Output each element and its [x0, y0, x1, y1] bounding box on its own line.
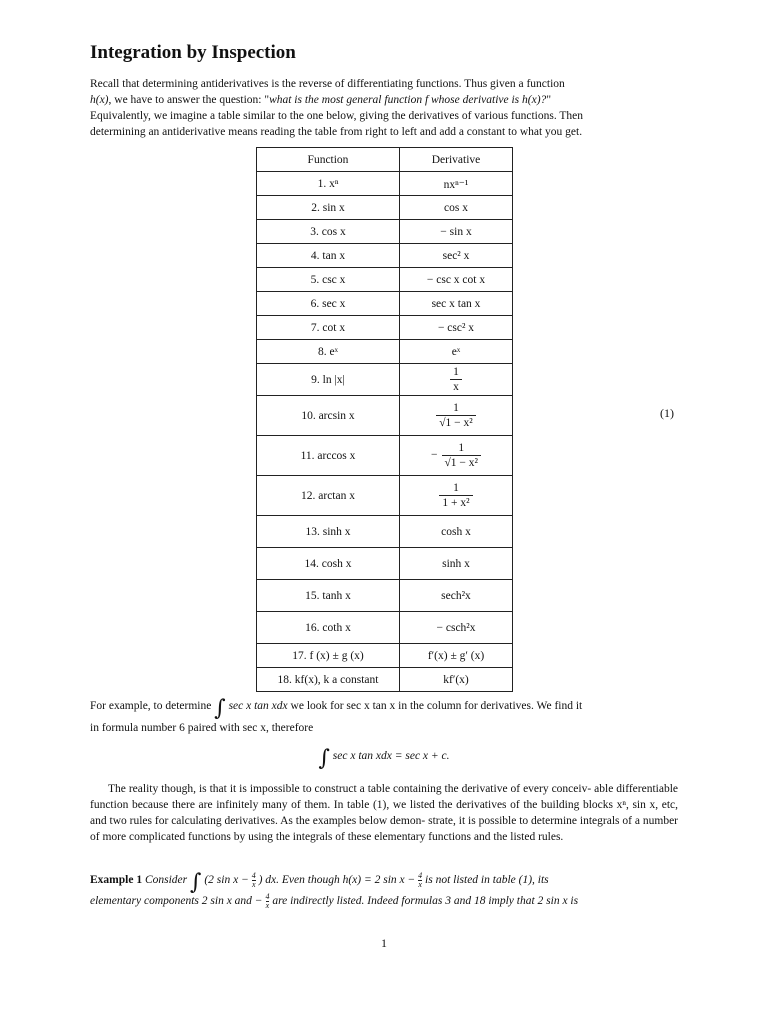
reality-line-1: The reality though, is that it is impossible to construct a table containing the derivative of every conceiv- [108, 783, 592, 795]
function-cell: 14. cosh x [257, 548, 400, 580]
example1-line-1 [90, 870, 678, 896]
function-cell: 6. sec x [257, 292, 400, 316]
reality-line-3: of the building blocks xⁿ, sin x, etc, and two rules for calculating derivatives. As the examples below demon- [90, 799, 679, 827]
derivative-fraction [436, 401, 476, 430]
table-row [257, 292, 513, 316]
example1-expression-end: ) dx. [258, 874, 280, 887]
derivative-cell: − csc² x [400, 316, 513, 340]
derivative-fraction [439, 481, 472, 510]
intro-line-3: Equivalently, we imagine a table similar to the one below, giving the derivatives of various functions. Then [90, 110, 583, 122]
fraction-four-over-x [252, 872, 256, 889]
fraction-numerator: 4 [265, 892, 270, 901]
example1-formulas: are indirectly listed. Indeed formulas 3 and 18 imply that 2 sin x is [272, 895, 579, 908]
intro-h-of-x: h(x) [90, 94, 109, 106]
derivative-cell: − csch²x [400, 612, 513, 644]
fraction-denominator: x [418, 880, 422, 889]
derivative-cell [400, 396, 513, 436]
fraction-denominator: √1 − x² [442, 455, 482, 470]
table-header-row [257, 148, 513, 172]
page-title: Integration by Inspection [90, 42, 296, 63]
table-row [257, 244, 513, 268]
intro-end: " [546, 94, 552, 106]
intro-line-1: Recall that determining antiderivatives is the reverse of differentiating functions. Thus given a function [90, 78, 565, 90]
derivative-cell: − csc x cot x [400, 268, 513, 292]
example-line-2: in formula number 6 paired with sec x, therefore [90, 722, 314, 734]
example1-line-2 [90, 893, 678, 910]
derivative-cell: cos x [400, 196, 513, 220]
integral-sign-icon: ∫ [318, 746, 330, 771]
reality-line-5: of these elementary functions and the listed rules. [335, 831, 564, 843]
integral-sign-icon: ∫ [214, 696, 226, 721]
fraction-denominator: x [251, 880, 256, 889]
table-row [257, 196, 513, 220]
example-line-1 [90, 696, 678, 721]
derivative-cell: cosh x [400, 516, 513, 548]
example1-even-though: Even though h(x) = 2 sin x − [281, 874, 416, 887]
table-row [257, 668, 513, 692]
function-cell: 2. sin x [257, 196, 400, 220]
intro-line-2 [90, 92, 678, 108]
column-header-derivative: Derivative [400, 148, 513, 172]
display-equation-text: sec x tan xdx = sec x + c. [332, 750, 450, 762]
fraction-denominator: √1 − x² [436, 415, 476, 430]
table-row [257, 612, 513, 644]
fraction-numerator: 4 [251, 871, 256, 880]
derivative-cell: eˣ [400, 340, 513, 364]
function-cell: 10. arcsin x [257, 396, 400, 436]
display-equation [0, 746, 768, 771]
fraction-numerator: 1 [458, 442, 465, 454]
table-row [257, 476, 513, 516]
example1-paragraph [90, 872, 678, 910]
intro-question: what is the most general function f whose derivative is h(x)? [269, 94, 547, 106]
fraction-four-over-x [418, 872, 422, 889]
table-row [257, 516, 513, 548]
integral-sign-icon: ∫ [190, 870, 202, 896]
table-row [257, 644, 513, 668]
example-continue-text: we look for sec x tan x in the column for derivatives. We find it [290, 700, 583, 712]
derivative-cell: sinh x [400, 548, 513, 580]
function-cell: 4. tan x [257, 244, 400, 268]
table-row [257, 316, 513, 340]
function-cell: 8. eˣ [257, 340, 400, 364]
table-row [257, 340, 513, 364]
derivative-cell: − sin x [400, 220, 513, 244]
derivative-cell [400, 476, 513, 516]
intro-mid: , we have to answer the question: " [108, 94, 270, 106]
intro-line-4: determining an antiderivative means reading the table from right to left and add a constant to what you get. [90, 126, 583, 138]
derivative-cell: kf′(x) [400, 668, 513, 692]
table-row [257, 396, 513, 436]
function-cell: 3. cos x [257, 220, 400, 244]
example1-components: elementary components 2 sin x and − [90, 895, 263, 908]
derivative-fraction [442, 441, 482, 470]
equation-number: (1) [660, 406, 674, 420]
fraction-numerator: 1 [453, 366, 459, 378]
function-cell: 17. f (x) ± g (x) [257, 644, 400, 668]
derivative-cell [400, 436, 513, 476]
function-cell: 1. xⁿ [257, 172, 400, 196]
derivative-cell: sec² x [400, 244, 513, 268]
derivative-fraction [450, 365, 462, 394]
example1-not-listed: is not listed in table (1), its [425, 874, 549, 887]
example1-expression: (2 sin x − [204, 874, 249, 887]
function-cell: 12. arctan x [257, 476, 400, 516]
function-cell: 11. arccos x [257, 436, 400, 476]
table-row [257, 548, 513, 580]
derivative-cell: f′(x) ± g′ (x) [400, 644, 513, 668]
table-row [257, 220, 513, 244]
example-paragraph [90, 698, 678, 736]
table-row [257, 268, 513, 292]
function-cell: 18. kf(x), k a constant [257, 668, 400, 692]
fraction-denominator: x [450, 379, 462, 394]
derivative-cell [400, 364, 513, 396]
function-cell: 15. tanh x [257, 580, 400, 612]
derivative-cell: sec x tan x [400, 292, 513, 316]
table-row [257, 172, 513, 196]
example1-consider: Consider [144, 874, 188, 887]
fraction-numerator: 1 [453, 402, 459, 414]
fraction-numerator: 1 [453, 482, 459, 494]
reality-line-4: strate, it is possible to determine integrals of a number of more complicated functions by using the integrals [90, 815, 679, 843]
table-row [257, 436, 513, 476]
derivative-cell: nxⁿ⁻¹ [400, 172, 513, 196]
fraction-four-over-x [265, 893, 269, 910]
derivative-table [256, 147, 513, 692]
function-cell: 5. csc x [257, 268, 400, 292]
reality-paragraph [90, 781, 678, 845]
example-lead-text: For example, to determine [90, 700, 212, 712]
table-row [257, 364, 513, 396]
intro-paragraph [90, 76, 678, 140]
function-cell: 13. sinh x [257, 516, 400, 548]
table-row [257, 580, 513, 612]
fraction-numerator: 4 [418, 871, 423, 880]
function-cell: 16. coth x [257, 612, 400, 644]
example-integrand: sec x tan xdx [228, 700, 288, 712]
page-number: 1 [381, 936, 387, 950]
function-cell: 7. cot x [257, 316, 400, 340]
derivative-cell: sech²x [400, 580, 513, 612]
column-header-function: Function [257, 148, 400, 172]
fraction-denominator: 1 + x² [439, 495, 472, 510]
function-cell: 9. ln |x| [257, 364, 400, 396]
example1-label: Example 1 [90, 874, 143, 887]
derivative-sign: − [431, 449, 438, 462]
reality-line-2: able differentiable function because there are infinitely many of them. In table (1), we listed the derivatives [90, 783, 678, 811]
fraction-denominator: x [265, 901, 270, 910]
